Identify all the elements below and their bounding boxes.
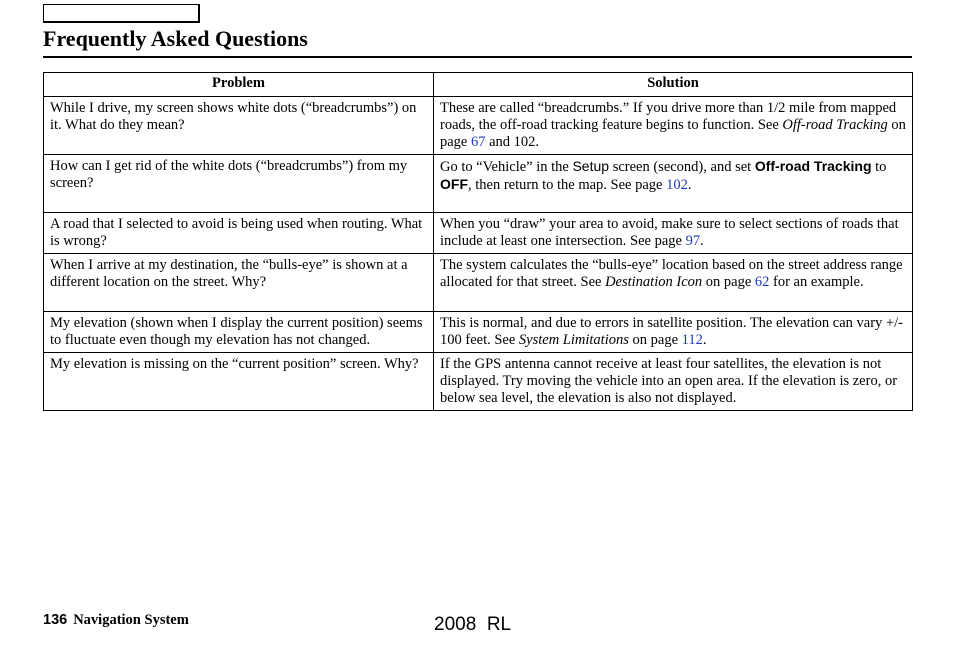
solution-cell [434,254,913,312]
solution-text: screen (second), and set [609,159,755,175]
table-header-row [44,73,913,97]
solution-text: The system calculates the “bulls-eye” location based on the street address range allocated for that street. See [440,257,903,290]
solution-cell [434,213,913,254]
problem-cell: My elevation is missing on the “current position” screen. Why? [44,353,434,411]
solution-text: for an example. [769,274,864,290]
solution-text: to [871,159,887,175]
section-name: Navigation System [73,612,189,628]
table-row [44,353,913,411]
table-row [44,312,913,353]
solution-cell: If the GPS antenna cannot receive at least four satellites, the elevation is not displayed. Try moving the vehicle into an open area. If the elevation is zero, or below sea level, the elevation is also not displayed. [434,353,913,411]
page-number: 136 [43,612,68,628]
solution-text: . [702,332,707,348]
column-header-problem: Problem [44,73,434,97]
option-value: OFF [440,176,468,192]
solution-text: . [687,177,692,193]
page-link[interactable]: 67 [471,134,486,150]
solution-text: . [700,233,704,249]
model-year-text: 2008 RL [434,614,512,635]
solution-cell [434,155,913,213]
page-footer [43,611,189,629]
solution-text: Go to “Vehicle” in the [440,159,573,175]
solution-text: on page [628,332,682,348]
column-header-solution: Solution [434,73,913,97]
faq-table [43,72,913,411]
problem-cell: My elevation (shown when I display the current position) seems to fluctuate even though my elevation has not changed. [44,312,434,353]
table-row [44,97,913,155]
page-link[interactable]: 112 [681,332,703,348]
solution-cell [434,97,913,155]
solution-text: When you “draw” your area to avoid, make sure to select sections of roads that include at least one intersection. See page [440,216,899,249]
cross-reference: System Limitations [518,332,629,348]
problem-cell: When I arrive at my destination, the “bulls-eye” is shown at a different location on the street. Why? [44,254,434,312]
cross-reference: Off-road Tracking [782,117,888,133]
option-label: Off-road Tracking [754,158,872,174]
solution-text: These are called “breadcrumbs.” If you drive more than 1/2 mile from mapped roads, the off-road tracking feature begins to function. See [440,100,897,133]
setup-screen-label: Setup [572,158,610,174]
model-year-label [434,613,511,637]
cross-reference: Destination Icon [605,274,703,290]
page-link[interactable]: 62 [754,274,770,290]
problem-cell: How can I get rid of the white dots (“breadcrumbs”) from my screen? [44,155,434,213]
page-link[interactable]: 97 [685,233,701,249]
solution-text: on page [440,117,906,150]
section-tab-box [43,4,200,23]
problem-cell: While I drive, my screen shows white dots (“breadcrumbs”) on it. What do they mean? [44,97,434,155]
solution-text: and 102. [485,134,540,150]
table-row [44,155,913,213]
solution-text: , then return to the map. See page [468,177,667,193]
table-row [44,254,913,312]
page-title: Frequently Asked Questions [43,26,308,51]
page-link[interactable]: 102 [666,177,688,193]
solution-text: This is normal, and due to errors in satellite position. The elevation can vary +/- 100 feet. See [440,315,903,348]
problem-cell: A road that I selected to avoid is being used when routing. What is wrong? [44,213,434,254]
solution-cell [434,312,913,353]
solution-text: on page [702,274,755,290]
title-divider [43,56,912,58]
table-row [44,213,913,254]
